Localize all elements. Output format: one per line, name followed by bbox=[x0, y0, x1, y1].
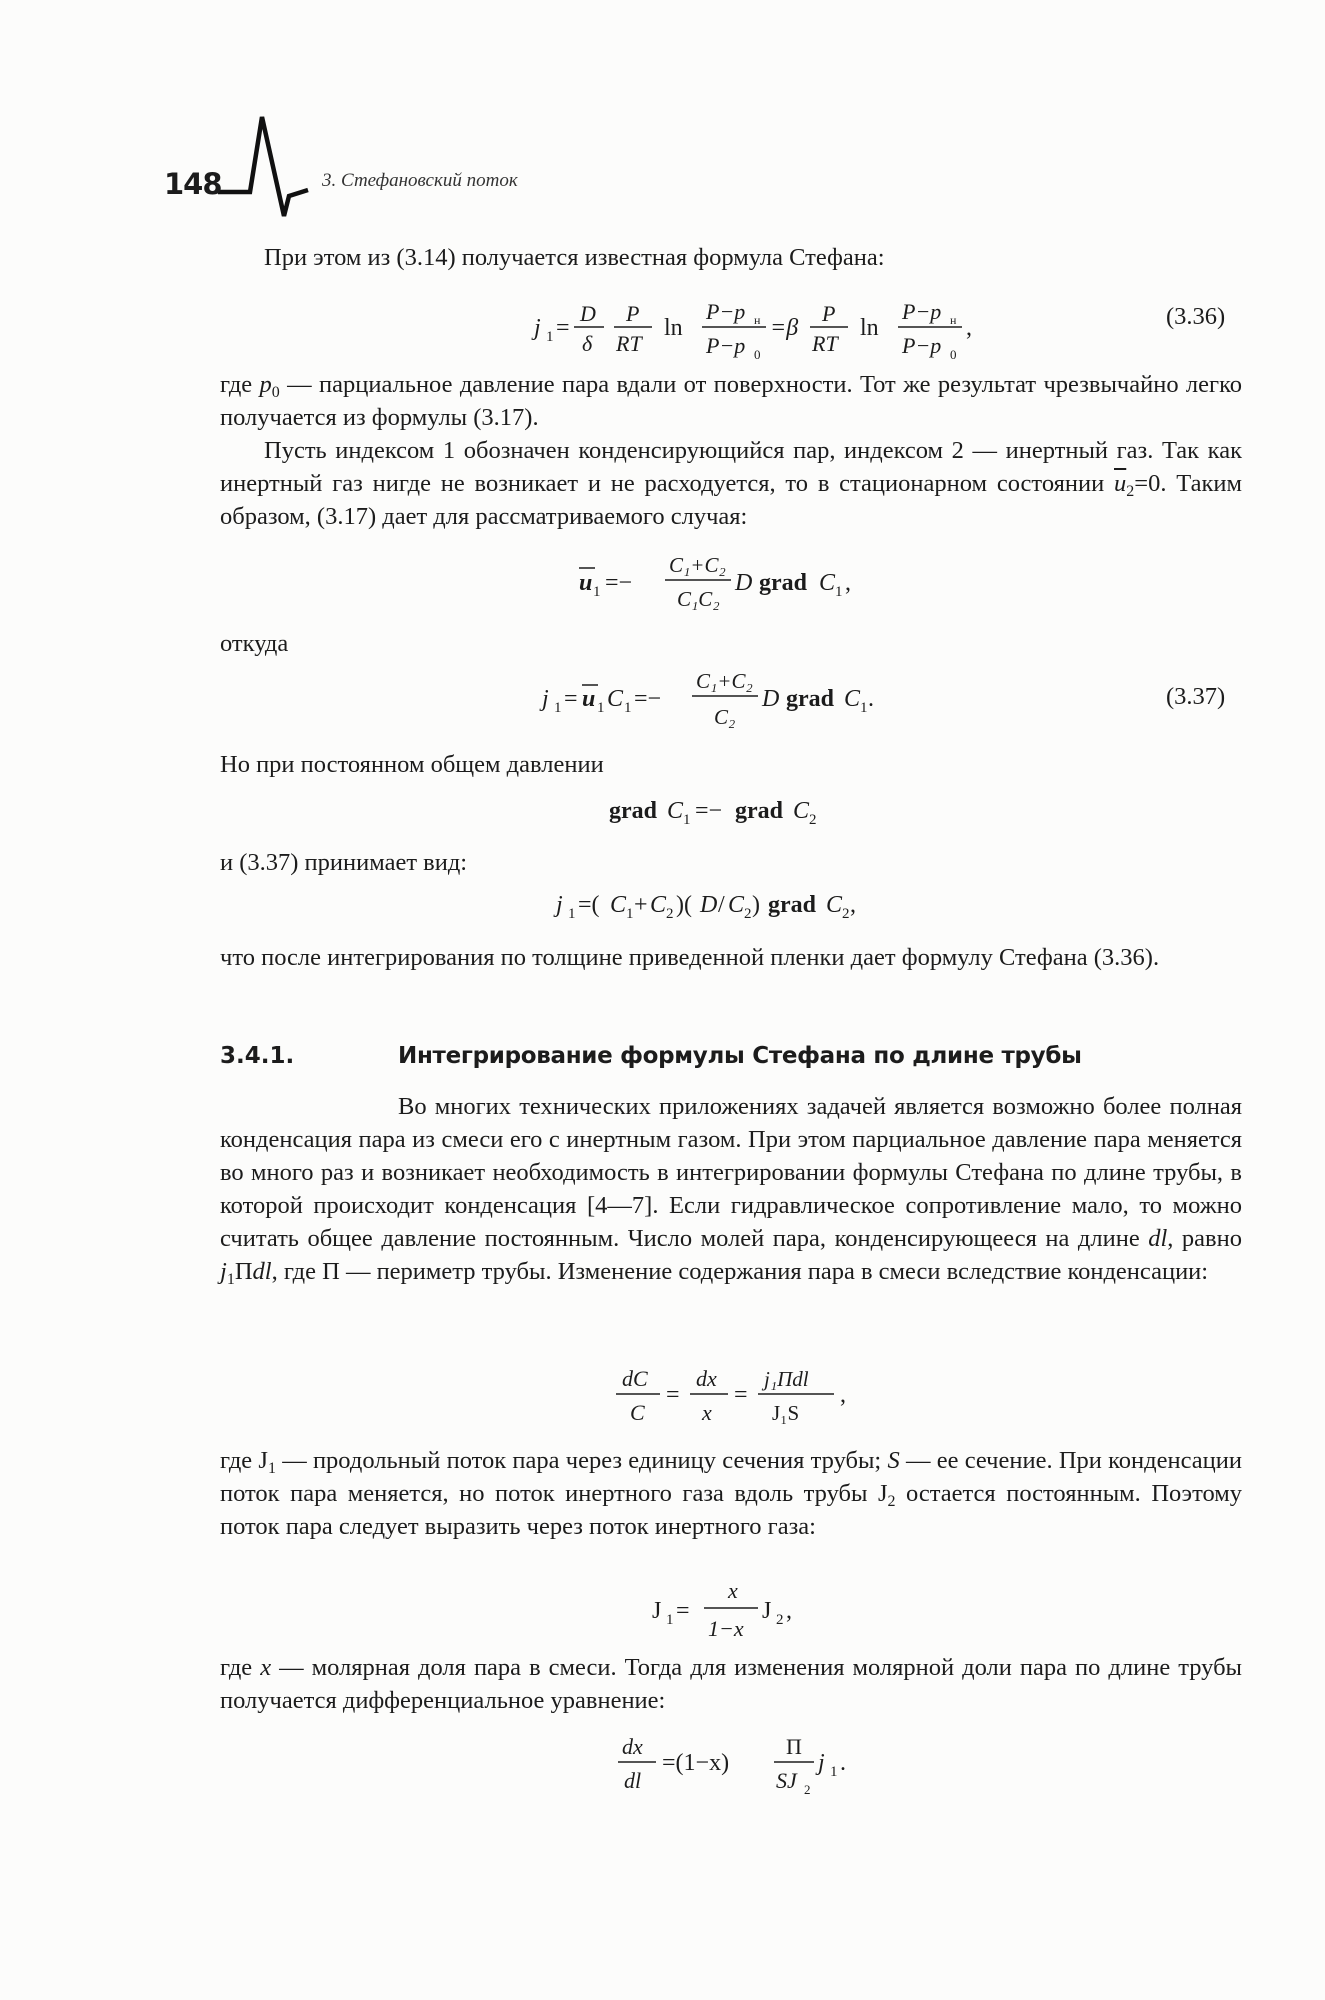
svg-text:grad: grad bbox=[786, 686, 834, 712]
svg-text:u: u bbox=[582, 686, 596, 712]
svg-text:dl: dl bbox=[624, 1768, 642, 1793]
svg-text:,: , bbox=[845, 570, 851, 596]
svg-text:P−p: P−p bbox=[902, 299, 942, 324]
svg-text:1: 1 bbox=[624, 700, 632, 716]
svg-text:C₁C₂: C₁C₂ bbox=[677, 587, 720, 611]
svg-text:D: D bbox=[735, 570, 753, 596]
svg-text:C: C bbox=[819, 570, 836, 596]
svg-text:=(1−x): =(1−x) bbox=[662, 1750, 730, 1776]
svg-text:1: 1 bbox=[830, 1764, 838, 1780]
svg-text:RT: RT bbox=[616, 331, 642, 356]
equation-3-36 bbox=[530, 285, 1050, 365]
svg-text:=−: =− bbox=[605, 570, 633, 596]
svg-text:j: j bbox=[542, 686, 549, 712]
svg-text:P: P bbox=[822, 301, 836, 326]
svg-text:1−x: 1−x bbox=[708, 1616, 744, 1641]
svg-text:D: D bbox=[700, 892, 718, 918]
svg-text:=β: =β bbox=[770, 315, 799, 341]
svg-text:C₂: C₂ bbox=[714, 705, 736, 729]
paragraph-whence: откуда bbox=[220, 630, 289, 657]
paragraph-intro: При этом из (3.14) получается известная формула Стефана: bbox=[264, 244, 885, 271]
svg-text:1: 1 bbox=[666, 1612, 674, 1628]
page-header bbox=[160, 112, 580, 222]
svg-text:D: D bbox=[580, 301, 596, 326]
svg-text:δ: δ bbox=[582, 331, 593, 356]
svg-text:=−: =− bbox=[695, 798, 723, 824]
svg-text:ln: ln bbox=[664, 315, 683, 341]
svg-text:C: C bbox=[793, 798, 810, 824]
svg-text:+: + bbox=[634, 892, 648, 918]
svg-text:C: C bbox=[728, 892, 745, 918]
svg-text:=−: =− bbox=[634, 686, 662, 712]
paragraph-constant-pressure: Но при постоянном общем давлении bbox=[220, 751, 604, 778]
svg-text:D: D bbox=[762, 686, 780, 712]
svg-text:J: J bbox=[652, 1598, 662, 1624]
svg-text:grad: grad bbox=[609, 798, 657, 824]
svg-text:1: 1 bbox=[860, 700, 868, 716]
equation-j1-form bbox=[552, 880, 932, 930]
svg-text:j: j bbox=[534, 315, 541, 341]
svg-text:1: 1 bbox=[593, 584, 601, 600]
svg-text:0: 0 bbox=[950, 347, 957, 362]
equation-number-3-37: (3.37) bbox=[1166, 683, 1226, 710]
svg-text:=: = bbox=[676, 1598, 690, 1624]
svg-text:н: н bbox=[950, 313, 957, 327]
svg-text:2: 2 bbox=[744, 906, 752, 922]
paragraph-indices: Пусть индексом 1 обозначен конденсирующийся пар, индексом 2 — инертный газ. Так как инертный газ нигде не возникает и не расходуется, то в стационарном состоянии $\overline{u}_2=0$. Таким образом, (3.17) дает для рассматриваемого случая: bbox=[220, 437, 1242, 530]
svg-text:C: C bbox=[826, 892, 843, 918]
svg-text:RT: RT bbox=[812, 331, 838, 356]
svg-text:j₁Πdl: j₁Πdl bbox=[764, 1367, 809, 1391]
svg-text:2: 2 bbox=[776, 1612, 784, 1628]
paragraph-condensation: Во многих технических приложениях задачей является возможно более полная конденсация пара из смеси его с инертным газом. При этом парциальное давление пара меняется во много раз и возникает необходимость в интегрировании формулы Стефана по длине трубы, в которой происходит конденсация [4—7]. Если гидравлическое сопротивление мало, то можно считать общее давление постоянным. Число молей пара, конденсирующееся на длине dl, равно $j_1\Pi dl$, где Π — периметр трубы. Изменение содержания пара в смеси вследствие конденсации: bbox=[220, 1093, 1242, 1288]
svg-text:1: 1 bbox=[835, 584, 843, 600]
svg-text:0: 0 bbox=[754, 347, 761, 362]
svg-text:=: = bbox=[556, 315, 570, 341]
equation-number-3-36: (3.36) bbox=[1166, 303, 1226, 330]
svg-text:C: C bbox=[610, 892, 627, 918]
svg-text:.: . bbox=[840, 1750, 846, 1776]
svg-text:): ) bbox=[752, 892, 760, 918]
svg-text:P−p: P−p bbox=[902, 333, 942, 358]
paragraph-p0-definition: где $p_0$ — парциальное давление пара вдали от поверхности. Тот же результат чрезвычайно легко получается из формулы (3.17). bbox=[220, 371, 1242, 431]
svg-text:ln: ln bbox=[860, 315, 879, 341]
svg-text:1: 1 bbox=[597, 700, 605, 716]
section-title: Интегрирование формулы Стефана по длине трубы bbox=[398, 1043, 1082, 1069]
svg-text:Π: Π bbox=[786, 1734, 802, 1759]
paragraph-longitudinal-flux: где $J_1$ — продольный поток пара через единицу сечения трубы; S — ее сечение. При конденсации поток пара меняется, но поток инертного газа вдоль трубы $J_2$ остается постоянным. Поэтому поток пара следует выразить через поток инертного газа: bbox=[220, 1447, 1243, 1540]
svg-text:1: 1 bbox=[626, 906, 634, 922]
svg-text:C₁+C₂: C₁+C₂ bbox=[696, 669, 753, 693]
page-number: 148 bbox=[164, 167, 222, 201]
equation-grad-balance bbox=[605, 788, 865, 838]
svg-text:2: 2 bbox=[809, 812, 817, 828]
svg-text:1: 1 bbox=[683, 812, 691, 828]
svg-text:j: j bbox=[556, 892, 563, 918]
svg-text:.: . bbox=[868, 686, 874, 712]
svg-text:C: C bbox=[650, 892, 667, 918]
svg-text:=: = bbox=[666, 1382, 680, 1408]
svg-text:j: j bbox=[818, 1750, 825, 1776]
section-number: 3.4.1. bbox=[220, 1043, 295, 1069]
svg-text:dx: dx bbox=[696, 1366, 717, 1391]
svg-text:C₁+C₂: C₁+C₂ bbox=[669, 553, 726, 577]
svg-text:grad: grad bbox=[735, 798, 783, 824]
svg-text:,: , bbox=[840, 1382, 846, 1408]
svg-text:2: 2 bbox=[666, 906, 674, 922]
svg-text:dx: dx bbox=[622, 1734, 643, 1759]
svg-text:)(: )( bbox=[676, 892, 692, 918]
svg-text:н: н bbox=[754, 313, 761, 327]
svg-text:=: = bbox=[564, 686, 578, 712]
paragraph-after-integration: что после интегрирования по толщине приведенной пленки дает формулу Стефана (3.36). bbox=[220, 944, 1160, 971]
equation-j1-j2 bbox=[648, 1572, 848, 1652]
svg-text:dC: dC bbox=[622, 1366, 648, 1391]
svg-text:grad: grad bbox=[768, 892, 816, 918]
svg-text:2: 2 bbox=[842, 906, 850, 922]
svg-text:u: u bbox=[579, 570, 593, 596]
svg-text:,: , bbox=[786, 1598, 792, 1624]
svg-text:/: / bbox=[718, 892, 725, 918]
svg-text:J: J bbox=[762, 1598, 772, 1624]
running-head: 3. Стефановский поток bbox=[322, 170, 518, 191]
equation-dx-dl bbox=[614, 1724, 874, 1804]
svg-text:1: 1 bbox=[568, 906, 576, 922]
svg-text:,: , bbox=[850, 892, 856, 918]
equation-u1 bbox=[575, 548, 895, 628]
paragraph-molar-fraction: где x — молярная доля пара в смеси. Тогда для изменения молярной доли пара по длине трубы получается дифференциальное уравнение: bbox=[220, 1654, 1242, 1714]
paragraph-takes-form: и (3.37) принимает вид: bbox=[220, 849, 468, 876]
equation-dc-c bbox=[612, 1358, 912, 1438]
svg-text:J₁S: J₁S bbox=[772, 1401, 800, 1425]
equation-3-37 bbox=[538, 658, 958, 738]
svg-text:C: C bbox=[630, 1400, 645, 1425]
svg-text:x: x bbox=[702, 1400, 712, 1425]
svg-text:1: 1 bbox=[554, 700, 562, 716]
svg-text:1: 1 bbox=[546, 329, 554, 345]
svg-text:P−p: P−p bbox=[706, 299, 746, 324]
svg-text:2: 2 bbox=[804, 1782, 811, 1797]
svg-text:C: C bbox=[607, 686, 624, 712]
svg-text:C: C bbox=[844, 686, 861, 712]
svg-text:C: C bbox=[667, 798, 684, 824]
svg-text:=: = bbox=[734, 1382, 748, 1408]
svg-text:,: , bbox=[966, 315, 972, 341]
svg-text:P−p: P−p bbox=[706, 333, 746, 358]
svg-text:=(: =( bbox=[578, 892, 600, 918]
svg-text:SJ: SJ bbox=[776, 1768, 797, 1793]
svg-text:grad: grad bbox=[759, 570, 807, 596]
svg-text:x: x bbox=[728, 1578, 738, 1603]
svg-text:P: P bbox=[626, 301, 640, 326]
